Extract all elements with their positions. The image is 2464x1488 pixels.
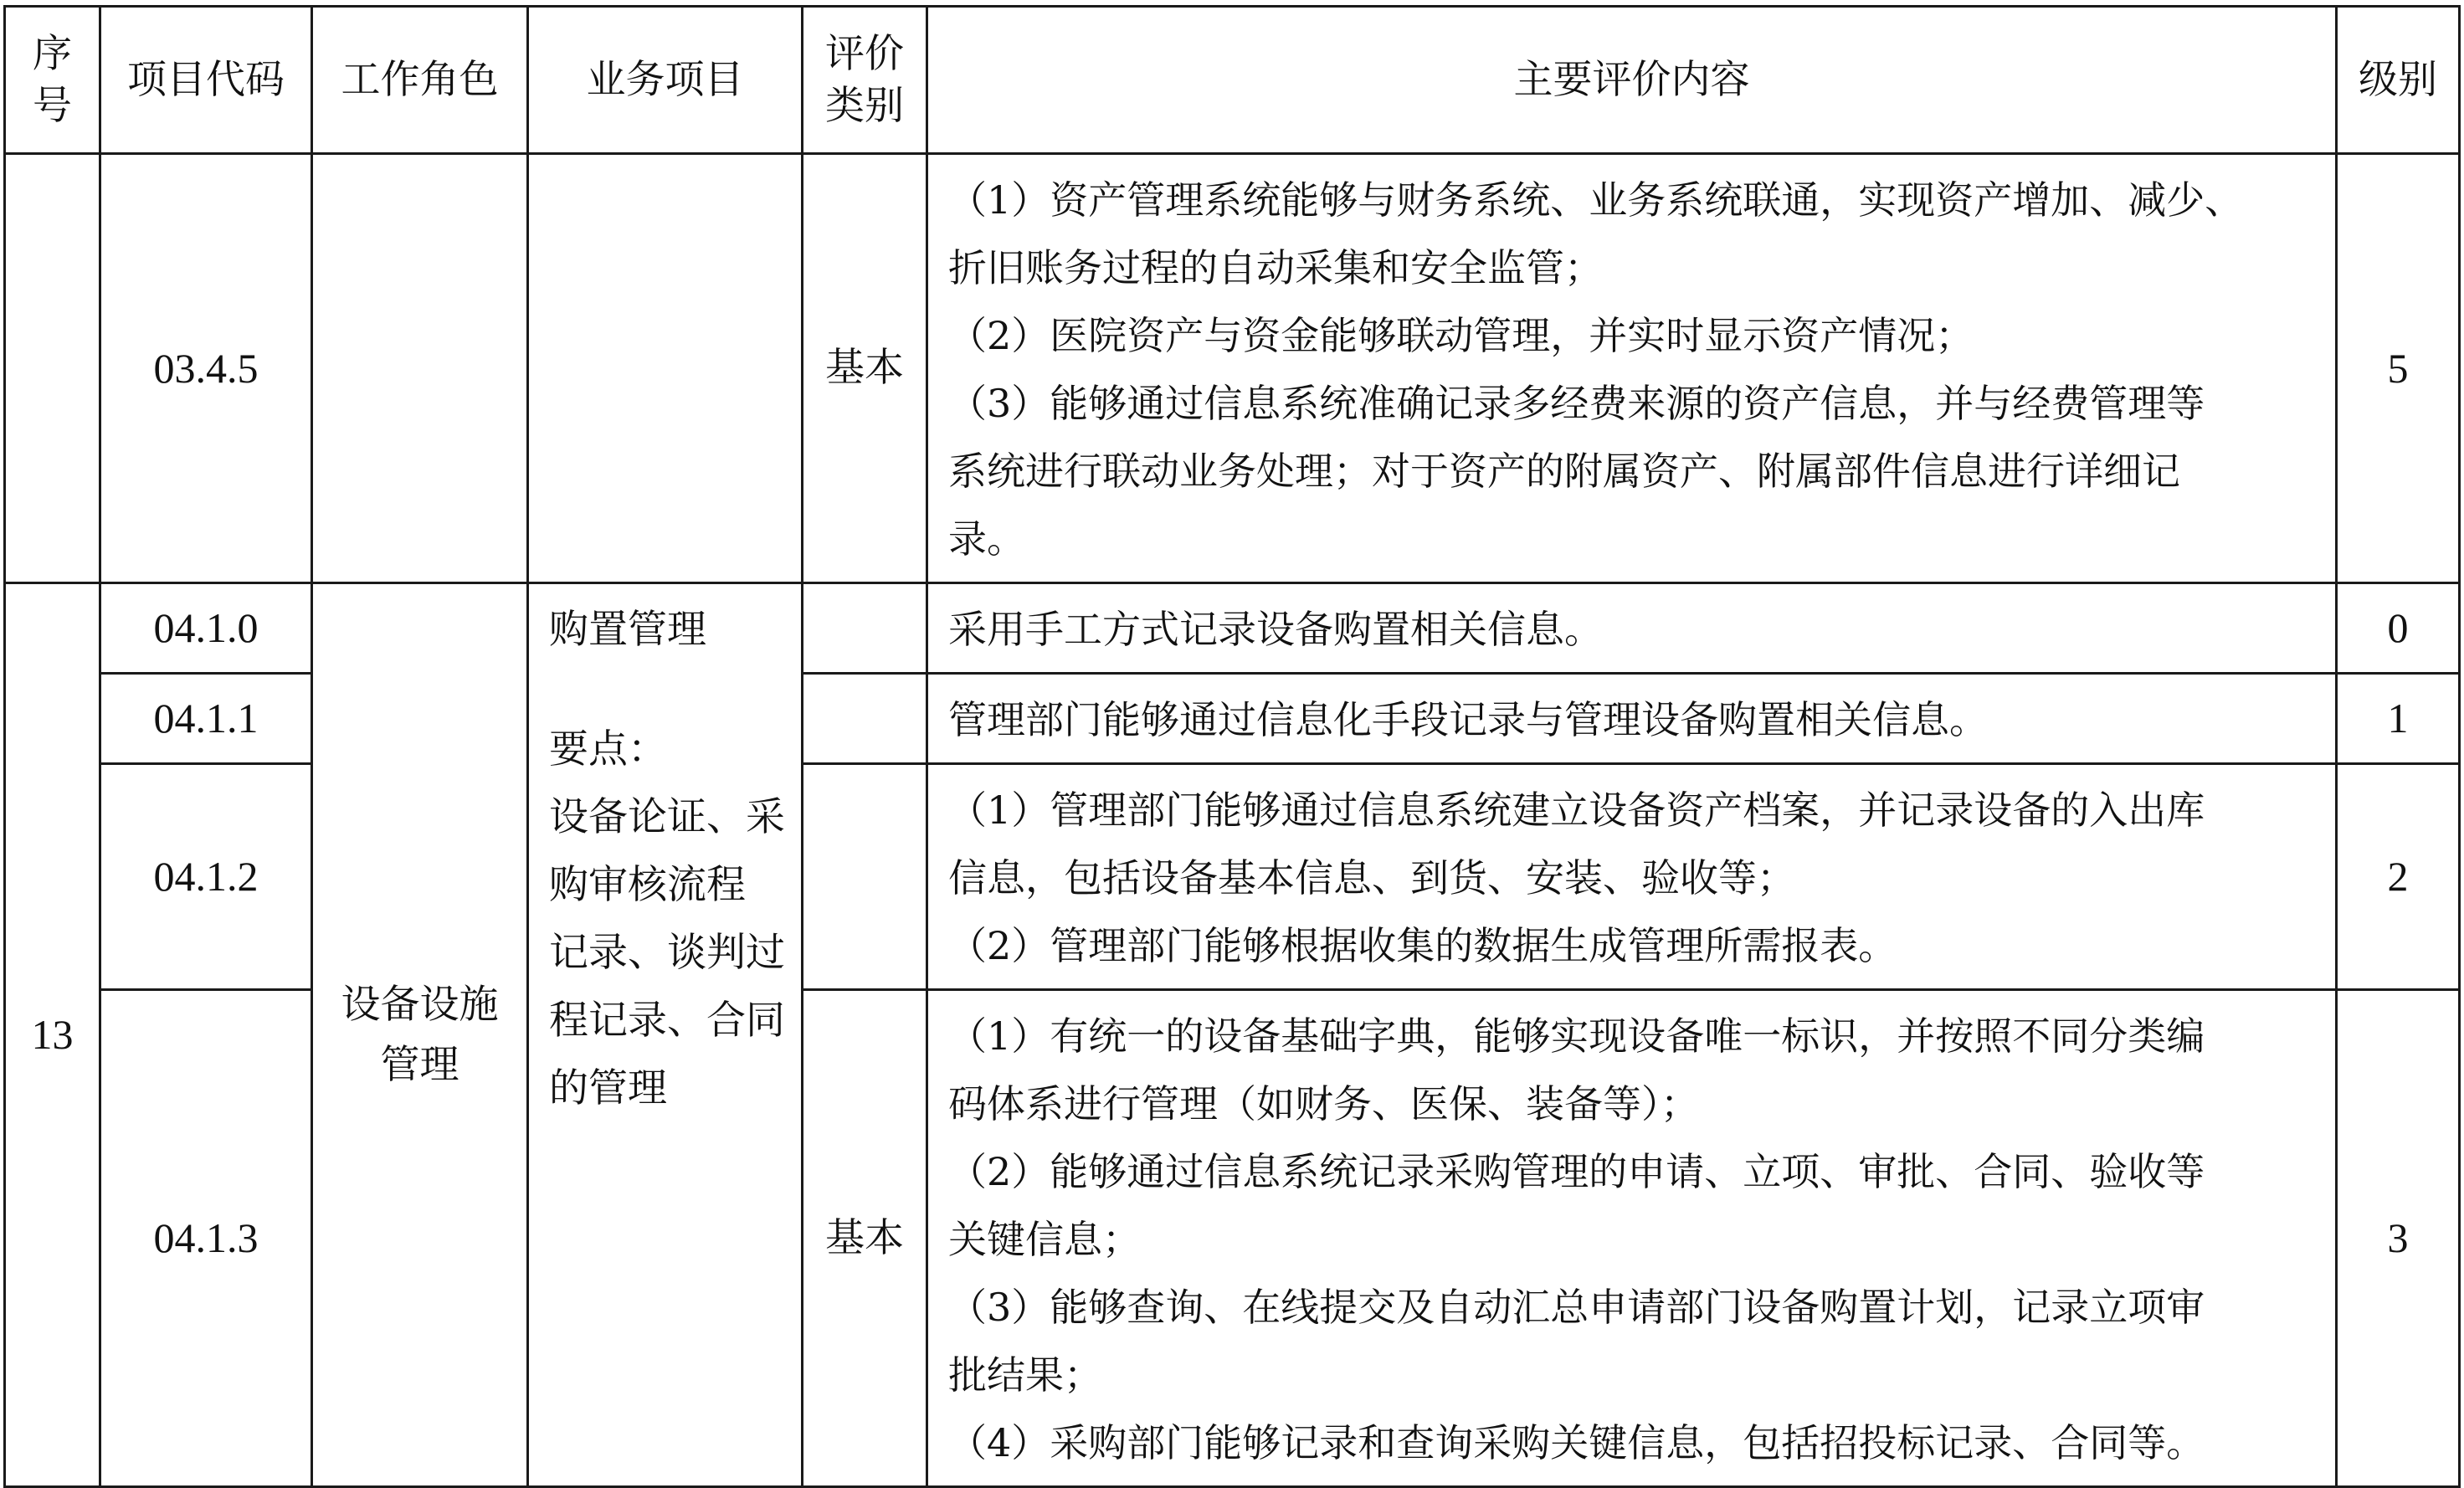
- header-content: 主要评价内容: [927, 7, 2337, 154]
- header-role: 工作角色: [312, 7, 528, 154]
- header-row: [5, 7, 2460, 154]
- business-cell-purchase: 购置管理 要点： 设备论证、采 购审核流程 记录、谈判过 程记录、合同 的管理: [528, 583, 803, 1487]
- code-cell: 04.1.3: [100, 990, 312, 1487]
- level-cell: 5: [2337, 154, 2460, 583]
- content-cell: （1）资产管理系统能够与财务系统、业务系统联通，实现资产增加、减少、 折旧账务过程的自动采集和安全监管； （2）医院资产与资金能够联动管理，并实时显示资产情况； （3）能够通过信息系统准确记录多经费来源的资产信息，并与经费管理等 系统进行联动业务处理；对于资产的附属资产、附属部件信息进行详细记 录。: [927, 154, 2337, 583]
- level-cell: 3: [2337, 990, 2460, 1487]
- seq-cell: [5, 154, 100, 583]
- content-cell: （1）管理部门能够通过信息系统建立设备资产档案，并记录设备的入出库 信息，包括设备基本信息、到货、安装、验收等； （2）管理部门能够根据收集的数据生成管理所需报表。: [927, 764, 2337, 990]
- code-cell: 04.1.1: [100, 674, 312, 764]
- header-code: 项目代码: [100, 7, 312, 154]
- eval-type-cell: 基本: [803, 990, 927, 1487]
- header-level: 级别: [2337, 7, 2460, 154]
- header-business: 业务项目: [528, 7, 803, 154]
- content-cell: 管理部门能够通过信息化手段记录与管理设备购置相关信息。: [927, 674, 2337, 764]
- code-cell: 03.4.5: [100, 154, 312, 583]
- header-seq: 序 号: [5, 7, 100, 154]
- role-cell-equipment: 设备设施 管理: [312, 583, 528, 1487]
- eval-type-cell: [803, 583, 927, 674]
- table-row: [5, 583, 2460, 674]
- eval-type-cell: [803, 764, 927, 990]
- evaluation-table: [3, 5, 2461, 1488]
- code-cell: 04.1.0: [100, 583, 312, 674]
- header-eval-type: 评价 类别: [803, 7, 927, 154]
- role-cell: [312, 154, 528, 583]
- eval-type-cell: [803, 674, 927, 764]
- level-cell: 0: [2337, 583, 2460, 674]
- eval-type-cell: 基本: [803, 154, 927, 583]
- table-row: [5, 154, 2460, 583]
- content-cell: （1）有统一的设备基础字典，能够实现设备唯一标识，并按照不同分类编 码体系进行管理（如财务、医保、装备等）； （2）能够通过信息系统记录采购管理的申请、立项、审批、合同、验收等 关键信息； （3）能够查询、在线提交及自动汇总申请部门设备购置计划，记录立项审 批结果； （4）采购部门能够记录和查询采购关键信息，包括招投标记录、合同等。: [927, 990, 2337, 1487]
- level-cell: 2: [2337, 764, 2460, 990]
- business-title: 购置管理: [549, 607, 706, 653]
- code-cell: 04.1.2: [100, 764, 312, 990]
- business-cell: [528, 154, 803, 583]
- seq-cell-13: 13: [5, 583, 100, 1487]
- content-cell: 采用手工方式记录设备购置相关信息。: [927, 583, 2337, 674]
- level-cell: 1: [2337, 674, 2460, 764]
